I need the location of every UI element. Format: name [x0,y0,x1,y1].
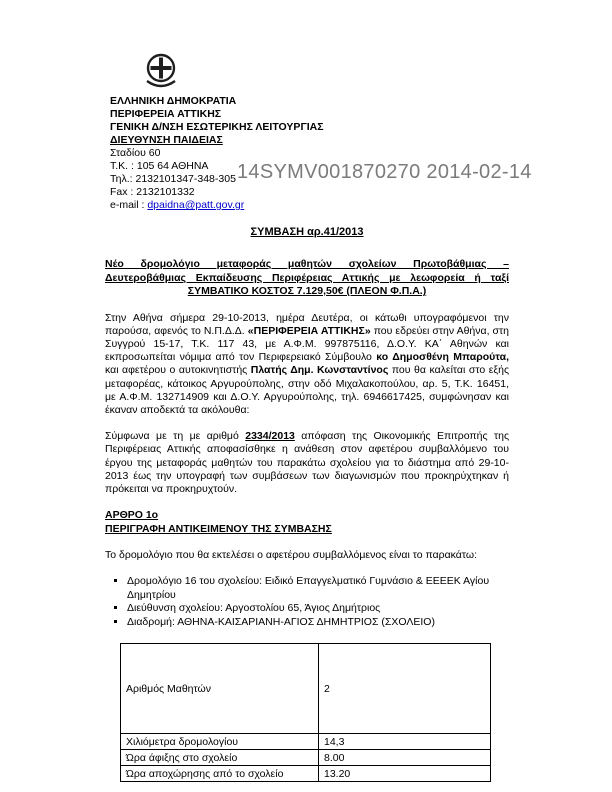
article-1-subheading: ΠΕΡΙΓΡΑΦΗ ΑΝΤΙΚΕΙΜΕΝΟΥ ΤΗΣ ΣΥΜΒΑΣΗΣ [105,522,332,535]
table-cell-label: Ώρα άφιξης στο σχολείο [121,750,319,766]
table-cell-label: Ώρα αποχώρησης από το σχολείο [121,766,319,782]
email-label: e-mail : [110,199,148,211]
table-row [121,644,491,734]
org-name: ΕΛΛΗΝΙΚΗ ΔΗΜΟΚΡΑΤΙΑ [110,95,237,107]
table-cell-value: 8.00 [319,750,491,766]
table-row [121,734,491,750]
article-1-heading: ΑΡΘΡΟ 1ο [105,509,159,522]
org-directorate: ΔΙΕΥΘΥΝΣΗ ΠΑΙΔΕΙΑΣ [110,134,223,146]
letterhead [110,50,360,212]
email-link[interactable]: dpaidna@patt.gov.gr [147,199,245,211]
org-directorate-general: ΓΕΝΙΚΗ Δ/ΝΣΗ ΕΣΩΤΕΡΙΚΗΣ ΛΕΙΤΟΥΡΓΙΑΣ [110,121,324,133]
contract-subject-line-1: Νέο δρομολόγιο μεταφοράς μαθητών σχολείων Πρωτοβάθμιας – [105,258,509,270]
route-details-table [120,643,491,782]
paragraph-decision: Σύμφωνα με τη με αριθμό 2334/2013 απόφαση της Οικονομικής Επιτροπής της Περιφέρειας Αττικής αποφασίσθηκε η ανάθεση στον αφετέρου συμβαλλόμενο του έργου της μεταφοράς μαθητών του παρακάτω σχολείου για το διάστημα από 29-10-2013 έως την υπογραφή των συμβάσεων των διαγωνισμών που προκηρύχτηκαν ή πρόκειται να προκηρυχτούν. [105,430,510,495]
email-line [110,199,360,212]
address-postal: Τ.Κ. : 105 64 ΑΘΗΝΑ [110,160,209,172]
bullet-route-path: ▪ Διαδρομή: ΑΘΗΝΑ-ΚΑΙΣΑΡΙΑΝΗ-ΑΓΙΟΣ ΔΗΜΗΤΡΙΟΣ (ΣΧΟΛΕΙΟ) [127,616,509,630]
contract-body [105,226,509,782]
article-1-headings [105,509,509,536]
table-cell-value: 13.20 [319,766,491,782]
contract-title: ΣΥΜΒΑΣΗ αρ.41/2013 [250,226,364,238]
phone-line: Τηλ.: 2132101347-348-305 [110,173,236,185]
paragraph-parties: Στην Αθήνα σήμερα 29-10-2013, ημέρα Δευτέρα, οι κάτωθι υπογραφόμενοι την παρούσα, αφενός το Ν.Π.Δ.Δ. «ΠΕΡΙΦΕΡΕΙΑ ΑΤΤΙΚΗΣ» που εδρεύει στην Αθήνα, στη Συγγρού 15-17, Τ.Κ. 117 43, με Α.Φ.Μ. 997875116, Δ.Ο.Υ. ΚΑ΄ Αθηνών και εκπροσωπείται νόμιμα από τον Περιφερειακό Σύμβουλο κο Δημοσθένη Μπαρούτα, και αφετέρου ο αυτοκινητιστής Πλατής Δημ. Κωνσταντίνος που θα καλείται στο εξής μεταφορέας, κάτοικος Αργυρούπολης, στην οδό Μιχαλακοπούλου, αρ. 5, Τ.Κ. 16451, με Α.Φ.Μ. 132714909 και Δ.Ο.Υ. Αργυρούπολης, τηλ. 6946617425, συμφώνησαν και έκαναν αποδεκτά τα ακόλουθα: [105,311,509,416]
contract-subject [105,258,509,299]
table-row [121,750,491,766]
bullet-route-number: ▪ Δρομολόγιο 16 του σχολείου: Ειδικό Επαγγελματικό Γυμνάσιο & ΕΕΕΕΚ Αγίου Δημητρίου [127,575,509,602]
table-row [121,766,491,782]
org-region: ΠΕΡΙΦΕΡΕΙΑ ΑΤΤΙΚΗΣ [110,108,222,120]
table-cell-label: Χιλιόμετρα δρομολογίου [121,734,319,750]
table-cell-label: Αριθμός Μαθητών [121,644,319,734]
contract-subject-line-3: ΣΥΜΒΑΤΙΚΟ ΚΟΣΤΟΣ 7.129,50€ (ΠΛΕΟΝ Φ.Π.Α.) [187,285,427,297]
bullet-school-address: ▪ Διεύθυνση σχολείου: Αργοστολίου 65, Άγιος Δημήτριος [127,602,509,616]
route-bullet-list [105,575,509,629]
route-intro: Το δρομολόγιο που θα εκτελέσει ο αφετέρου συμβαλλόμενος είναι το παρακάτω: [105,549,477,562]
fax-line: Fax : 2132101332 [110,186,195,198]
hellenic-republic-emblem-icon [140,50,182,92]
ada-stamp: 14SYMV001870270 2014-02-14 [237,161,532,183]
contract-subject-line-2: Δευτεροβάθμιας Εκπαίδευσης Περιφέρειας Αττικής με λεωφορεία ή ταξί [105,271,509,284]
table-cell-value: 14,3 [319,734,491,750]
address-street: Σταδίου 60 [110,147,161,159]
table-cell-value: 2 [319,644,491,734]
